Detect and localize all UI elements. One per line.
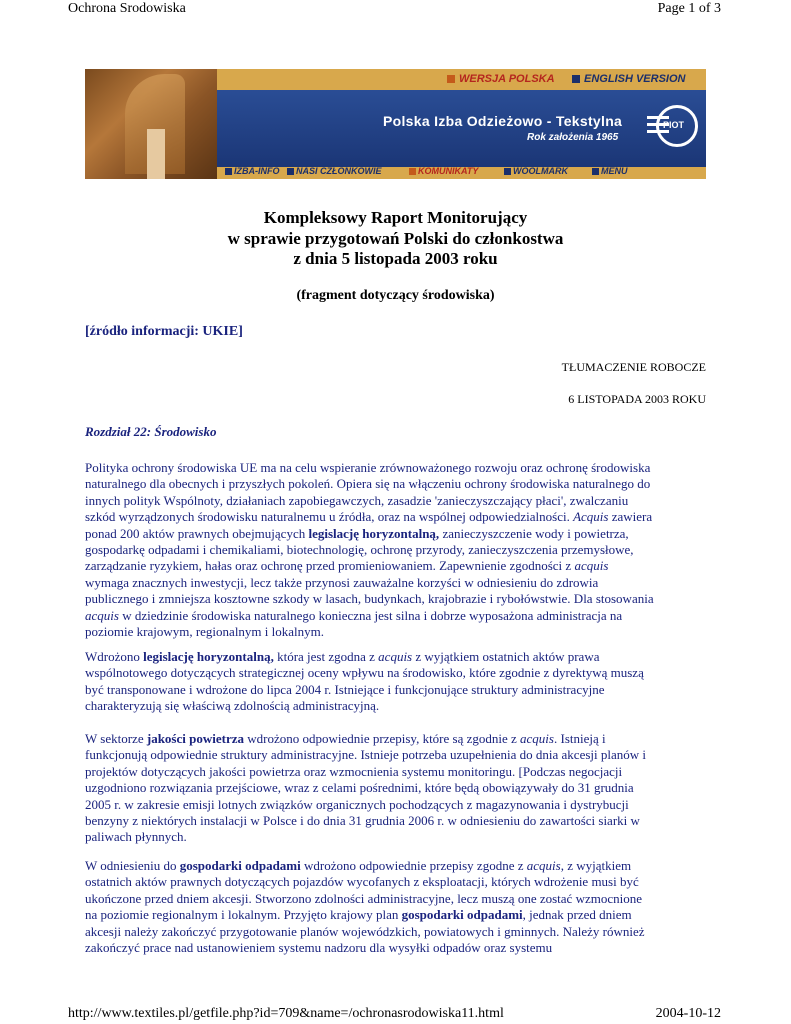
square-bullet-icon [572,75,580,83]
lang-english-link[interactable]: ENGLISH VERSION [572,73,685,85]
chapter-heading: Rozdział 22: Środowisko [85,424,217,439]
square-bullet-icon [592,168,599,175]
source-note: [źródło informacji: UKIE] [85,324,243,339]
square-bullet-icon [447,75,455,83]
paragraph-intro: Polityka ochrony środowiska UE ma na celu wspieranie zrównoważonego rozwoju oraz ochronę środowiska naturalnego dla obecnych i przyszłych pokoleń. Opiera się na włączeniu ochrony środowiska naturalnego do innych polityk Wspólnoty, działaniach zapobiegawczych, zasadzie 'zanieczyszczający płaci', zwalczaniu szkód wyrządzonych środowisku naturalnemu u źródła, oraz na wspólnej odpowiedzialności. Acquis zawiera ponad 200 aktów prawnych obejmujących legislację horyzontalną, zanieczyszczenie wody i powietrza, gospodarkę odpadami i chemikaliami, biotechnologię, ochronę przyrody, zanieczyszczenia przemysłowe, zarządzanie ryzykiem, hałas oraz ochronę przed promieniowaniem. Zapewnienie zgodności z acquis wymaga znacznych inwestycji, lecz także przynosi zauważalne korzyści w odniesieniu do zdrowia publicznego i zmniejsza kosztowne szkody w lasach, budynkach, krajobrazie i rybołówstwie. Dla stosowania acquis w dziedzinie środowiska naturalnego konieczna jest silna i dobrze wyposażona administracja na poziomie krajowym, regionalnym i lokalnym. [85,460,654,639]
nav-komunikaty[interactable]: KOMUNIKATY [409,166,478,176]
org-name: Polska Izba Odzieżowo - Tekstylna [383,113,623,129]
square-bullet-icon [409,168,416,175]
nav-izba-info[interactable]: IZBA-INFO [225,166,280,176]
square-bullet-icon [287,168,294,175]
banner-photo [85,69,217,179]
lang-polish-link[interactable]: WERSJA POLSKA [447,73,555,85]
paragraph-waste-management: W odniesieniu do gospodarki odpadami wdrożono odpowiednie przepisy zgodne z acquis, z wyjątkiem ostatnich aktów prawnych dotyczących pojazdów wycofanych z eksploatacji, których wdrożenie musi być ukończone przed dniem akcesji. Stworzono zdolności administracyjne, lecz muszą one zostać wzmocnione na poziomie regionalnym i lokalnym. Przyjęto krajowy plan gospodarki odpadami, jednak przed dniem akcesji należy zakończyć przygotowanie planów wojewódzkich, powiatowych i gminnych. Należy również zakończyć prace nad ustanowieniem systemu nadzoru dla wysyłki odpadów oraz systemu [85,858,645,955]
print-footer-url: http://www.textiles.pl/getfile.php?id=709&name=/ochronasrodowiska11.html [68,1006,504,1021]
square-bullet-icon [225,168,232,175]
paragraph-air-quality: W sektorze jakości powietrza wdrożono odpowiednie przepisy, które są zgodnie z acquis. Istnieją i funkcjonują odpowiednie struktury administracyjne. Istnieje potrzeba uzupełnienia do dnia akcesji planów i projektów dotyczących jakości powietrza oraz wzmocnienia systemu monitoringu. [Podczas negocjacji uzgodniono rozwiązania przejściowe, wraz z celami pośrednimi, które będą obowiązywały do 31 grudnia 2005 r. w zakresie emisji lotnych związków organicznych pochodzących z magazynowania i dystrybucji benzyny z niektórych instalacji w Polsce i do dnia 31 grudnia 2006 r. w odniesieniu do zawartości siarki w paliwach płynnych. [85,731,646,845]
org-founded: Rok założenia 1965 [527,132,619,143]
nav-nasi-czlonkowie[interactable]: NASI CZŁONKOWIE [287,166,382,176]
print-header-title: Ochrona Srodowiska [68,1,186,16]
square-bullet-icon [504,168,511,175]
date-note: 6 LISTOPADA 2003 ROKU [568,392,706,406]
site-banner [85,69,706,179]
print-header-page: Page 1 of 3 [657,1,721,16]
report-subtitle: (fragment dotyczący środowiska) [296,288,495,303]
piot-logo [656,105,698,147]
report-title: Kompleksowy Raport Monitorujący w sprawie przygotowań Polski do członkostwa z dnia 5 listopada 2003 roku [227,208,564,268]
translation-note: TŁUMACZENIE ROBOCZE [561,360,706,374]
print-footer-date: 2004-10-12 [655,1006,721,1021]
nav-woolmark[interactable]: WOOLMARK [504,166,568,176]
paragraph-horizontal-legislation: Wdrożono legislację horyzontalną, która jest zgodna z acquis z wyjątkiem ostatnich aktów prawa wspólnotowego dotyczących strategicznej oceny wpływu na środowisko, które zgodnie z dyrektywą muszą być transponowane i wdrożone do lipca 2004 r. Istniejące i funkcjonujące struktury administracyjne charakteryzują się właściwą zdolnością administracyjną. [85,649,644,714]
logo-text: PIOT [663,120,685,130]
nav-menu[interactable]: MENU [592,166,628,176]
